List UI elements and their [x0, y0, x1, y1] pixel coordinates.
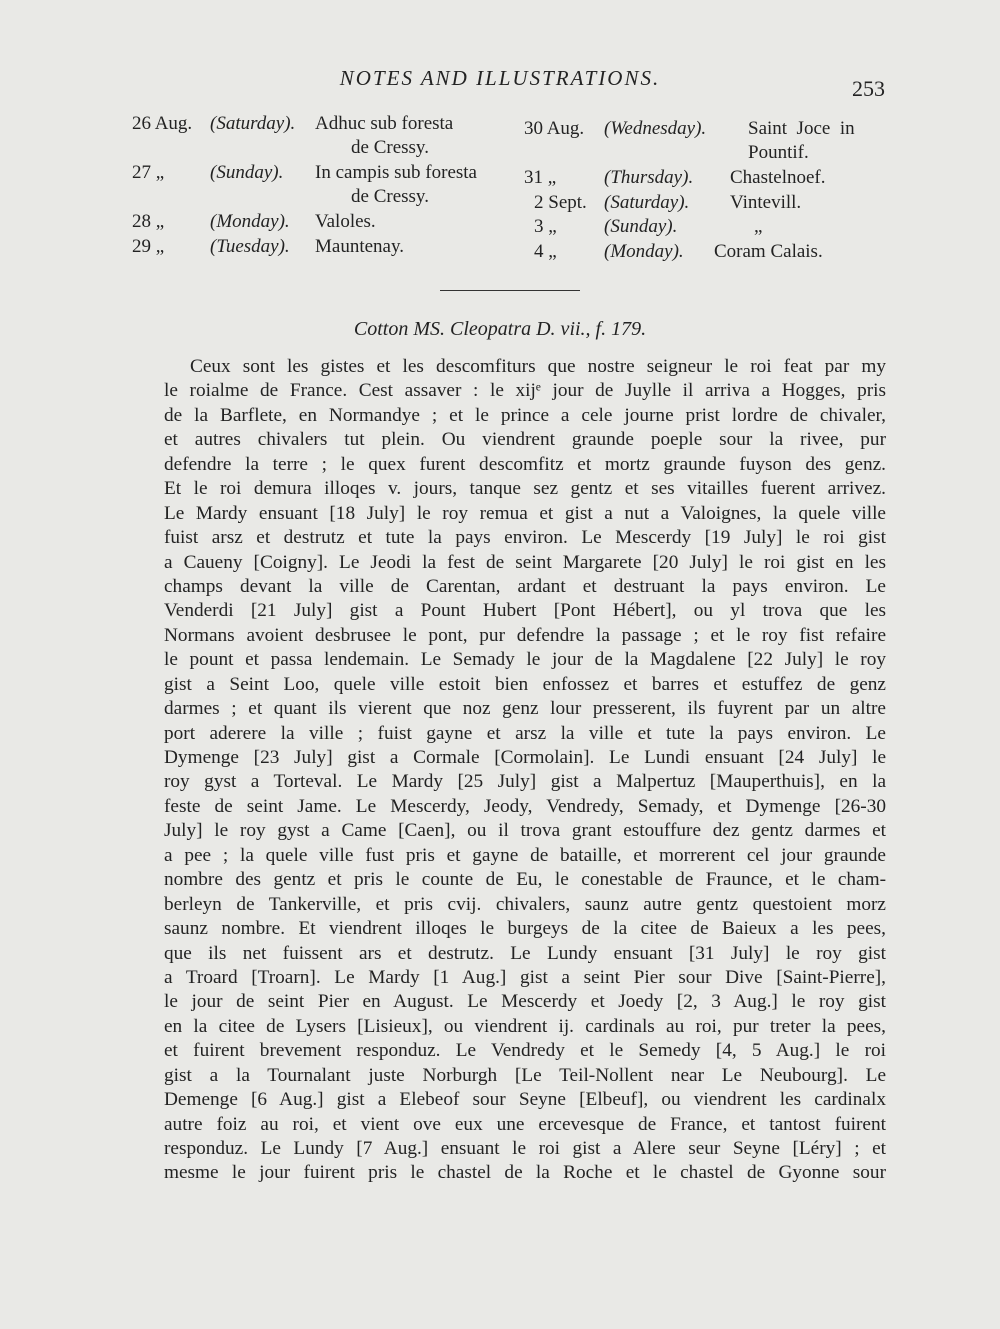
entry-place: Coram Calais.	[714, 240, 823, 262]
text-line: port aderere la ville ; fuist gayne et arsz la ville et tute la pays environ. Le	[164, 722, 886, 744]
text-line: le roialme de France. Cest assaver : le xijᵉ jour de Juylle il arriva a Hogges, pris	[164, 380, 886, 402]
entry-place: Valoles.	[315, 211, 376, 232]
text-line: mesme le jour fuirent pris le chastel de la Roche et le chastel de Gyonne sour	[164, 1162, 886, 1184]
entry-place: Chastelnoef.	[730, 167, 826, 188]
running-title: NOTES AND ILLUSTRATIONS.	[339, 66, 661, 90]
entry-date: 3 „	[534, 216, 557, 237]
entry-day: (Thursday).	[604, 167, 694, 188]
text-line: fuist arsz et destrutz et tute la pays environ. Le Mescerdy [19 July] le roi gist	[164, 527, 886, 549]
text-line: darmes ; et quant ils vierent que noz genz lour presserent, ils fuyrent par un altre	[164, 698, 886, 720]
text-line: a Troard [Troarn]. Le Mardy [1 Aug.] gist a seint Pier sour Dive [Saint-Pierre],	[164, 966, 886, 988]
text-line: Dymenge [23 July] gist a Cormale [Cormolain]. Le Lundi ensuant [24 July] le	[164, 747, 886, 768]
entry-place-line: de Cressy.	[351, 186, 429, 207]
itinerary-entry	[132, 112, 522, 161]
entry-day: (Saturday).	[604, 191, 690, 213]
entry-day: (Monday).	[604, 240, 684, 262]
entry-place: „	[754, 216, 763, 237]
text-line: feste de seint Jame. Le Mescerdy, Jeody, Vendredy, Semady, et Dymenge [26-30	[164, 795, 886, 817]
entry-place	[748, 117, 898, 165]
itinerary-entry	[132, 161, 522, 210]
entry-date: 30 Aug.	[524, 118, 585, 139]
entry-place-line: de Cressy.	[351, 137, 429, 158]
text-line: responduz. Le Lundy [7 Aug.] ensuant le roi gist a Alere seur Seyne [Léry] ; et	[164, 1138, 886, 1159]
text-line: le jour de seint Pier en August. Le Mescerdy et Joedy [2, 3 Aug.] le roy gist	[164, 991, 886, 1013]
itinerary-left-column	[132, 112, 522, 259]
text-line: Demenge [6 Aug.] gist a Elebeof sour Seyne [Elbeuf], ou viendrent les cardinalx	[164, 1089, 886, 1111]
text-line: le pount et passa lendemain. Le Semady le jour de la Magdalene [22 July] le roy	[164, 649, 886, 671]
entry-date: 4 „	[534, 240, 557, 262]
itinerary-entry	[524, 166, 904, 191]
text-line: et fuirent brevement responduz. Le Vendredy et le Semedy [4, 5 Aug.] le roi	[164, 1040, 886, 1062]
entry-place-line: Pountif.	[748, 142, 809, 163]
source-heading: Cotton MS. Cleopatra D. vii., f. 179.	[353, 318, 647, 340]
entry-date: 26 Aug.	[132, 113, 193, 134]
text-line: berleyn de Tankerville, et pris cvij. chivalers, saunz autre gentz questoient morz	[164, 893, 886, 915]
text-line: roy gyst a Torteval. Le Mardy [25 July] gist a Malpertuz [Mauperthuis], en la	[164, 771, 886, 793]
itinerary-entry	[524, 215, 904, 240]
text-line: et autres chivalers tut plein. Ou viendrent graunde poeple sour la rivee, pur	[164, 429, 886, 451]
entry-date: 29 „	[132, 235, 165, 257]
text-line: Normans avoient desbrusee le pont, pur defendre la passage ; et le roy fist refaire	[164, 624, 886, 646]
itinerary-right-column	[524, 117, 904, 264]
itinerary-entry	[524, 191, 904, 216]
text-line: autre foiz au roi, et vient ove eux une ercevesque de France, et tantost fuirent	[164, 1113, 886, 1135]
itinerary-entry	[524, 117, 904, 166]
entry-date: 31 „	[524, 167, 557, 188]
entry-date: 27 „	[132, 162, 165, 183]
entry-place-line: Saint Joce in	[748, 118, 855, 139]
text-line: a Caueny [Coigny]. Le Jeodi la fest de seint Margarete [20 July] le roi gist en les	[164, 551, 886, 573]
text-line: nombre des gentz et pris le counte de Eu, le conestable de Fraunce, et le cham-	[164, 869, 886, 891]
text-line: champs devant la ville de Carentan, ardant et destruant la pays environ. Le	[164, 575, 886, 597]
itinerary-entry	[524, 240, 904, 265]
body-text	[164, 355, 886, 1186]
text-line: Le Mardy ensuant [18 July] le roy remua et gist a nut a Valoignes, la quele ville	[164, 502, 886, 524]
text-line: que ils net fuissent ars et destrutz. Le Lundy ensuant [31 July] le roy gist	[164, 942, 886, 964]
text-line: gist a Seint Loo, quele ville estoit bien enfossez et barres et estuffez de genz	[164, 673, 886, 695]
entry-place	[315, 112, 505, 160]
entry-date: 28 „	[132, 211, 165, 232]
text-line: de la Barflete, en Normandye ; et le prince a cele journe prist lordre de chivaler,	[164, 404, 886, 426]
text-line: saunz nombre. Et viendrent illoqes le burgeys de la citee de Baieux a les pees,	[164, 918, 886, 940]
text-line: Ceux sont les gistes et les descomfiturs que nostre seigneur le roi feat par my	[190, 356, 886, 377]
entry-place-line: In campis sub foresta	[315, 162, 477, 183]
text-line: Et le roi demura illoqes v. jours, tanque sez gentz et ses vitailles fuerent arrivez.	[164, 478, 886, 500]
entry-date: 2 Sept.	[534, 191, 587, 213]
entry-day: (Tuesday).	[210, 235, 290, 257]
entry-day: (Sunday).	[604, 216, 678, 237]
entry-place: Mauntenay.	[315, 235, 404, 257]
entry-day: (Saturday).	[210, 113, 296, 134]
entry-day: (Sunday).	[210, 162, 284, 183]
text-line: July] le roy gyst a Came [Caen], ou il trova grant estouffure dez gentz darmes et	[164, 820, 886, 842]
entry-place	[315, 161, 515, 209]
text-line: a pee ; la quele ville fust pris et gayne de bataille, et morrerent cel jour graunde	[164, 844, 886, 866]
page-number: 253	[852, 76, 885, 101]
entry-day: (Wednesday).	[604, 118, 707, 139]
entry-place-line: Adhuc sub foresta	[315, 113, 454, 134]
text-line: gist a la Tournalant juste Norburgh [Le Teil-Nollent near Le Neubourg]. Le	[164, 1064, 886, 1086]
itinerary-entry	[132, 235, 522, 260]
text-line: defendre la terre ; le quex furent descomfitz et mortz graunde fuyson des genz.	[164, 453, 886, 475]
itinerary-entry	[132, 210, 522, 235]
entry-place: Vintevill.	[730, 191, 802, 213]
section-divider	[440, 290, 580, 291]
entry-day: (Monday).	[210, 211, 290, 232]
text-line: en la citee de Lysers [Lisieux], ou viendrent ij. cardinals au roi, pur treter la pees,	[164, 1015, 886, 1037]
text-line: Venderdi [21 July] gist a Pount Hubert [Pont Hébert], ou yl trova que les	[164, 600, 886, 622]
